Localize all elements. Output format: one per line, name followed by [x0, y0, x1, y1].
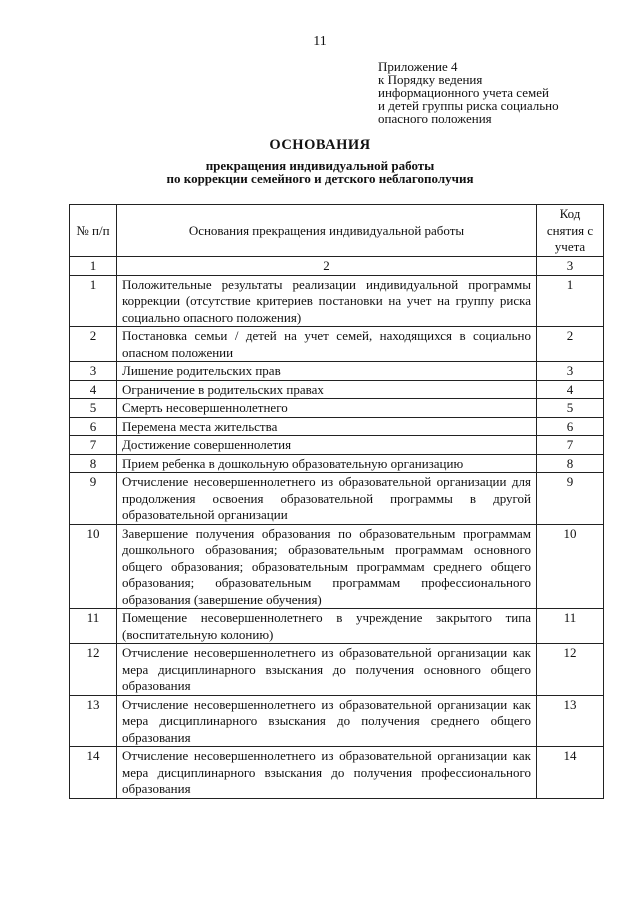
row-code: 13	[537, 695, 604, 747]
header-num: № п/п	[70, 205, 117, 257]
row-num: 14	[70, 747, 117, 799]
header-reason: Основания прекращения индивидуальной работы	[117, 205, 537, 257]
row-num: 5	[70, 399, 117, 418]
row-code: 9	[537, 473, 604, 525]
subtitle-line: по коррекции семейного и детского неблагополучия	[166, 171, 474, 186]
row-reason: Отчисление несовершеннолетнего из образовательной организации для продолжения освоения образовательной программы в другой образовательной организации	[117, 473, 537, 525]
appendix-line: опасного положения	[378, 111, 492, 126]
column-index-row	[70, 257, 604, 276]
table-row	[70, 399, 604, 418]
table-row	[70, 362, 604, 381]
row-code: 11	[537, 609, 604, 644]
row-num: 13	[70, 695, 117, 747]
appendix-line: информационного учета семей	[378, 85, 549, 100]
row-num: 10	[70, 524, 117, 609]
row-code: 10	[537, 524, 604, 609]
row-reason: Постановка семьи / детей на учет семей, находящихся в социально опасном положении	[117, 327, 537, 362]
row-reason: Помещение несовершеннолетнего в учреждение закрытого типа (воспитательную колонию)	[117, 609, 537, 644]
row-reason: Отчисление несовершеннолетнего из образовательной организации как мера дисциплинарного взыскания до получения профессионального образования	[117, 747, 537, 799]
row-code: 8	[537, 454, 604, 473]
table-header-row	[70, 205, 604, 257]
row-num: 7	[70, 436, 117, 455]
table-row	[70, 695, 604, 747]
row-num: 1	[70, 275, 117, 327]
row-reason: Смерть несовершеннолетнего	[117, 399, 537, 418]
row-code: 4	[537, 380, 604, 399]
table-row	[70, 275, 604, 327]
row-reason: Перемена места жительства	[117, 417, 537, 436]
row-num: 12	[70, 644, 117, 696]
row-reason: Отчисление несовершеннолетнего из образовательной организации как мера дисциплинарного взыскания до получения среднего общего образования	[117, 695, 537, 747]
table-row	[70, 644, 604, 696]
appendix-line: Приложение 4	[378, 59, 458, 74]
row-num: 6	[70, 417, 117, 436]
row-reason: Положительные результаты реализации индивидуальной программы коррекции (отсутствие критериев постановки на учет на группу риска социально опасного положения)	[117, 275, 537, 327]
row-num: 2	[70, 327, 117, 362]
row-code: 12	[537, 644, 604, 696]
row-num: 4	[70, 380, 117, 399]
table-row	[70, 417, 604, 436]
appendix-line: к Порядку ведения	[378, 72, 483, 87]
table-row	[70, 327, 604, 362]
row-code: 7	[537, 436, 604, 455]
reasons-table	[69, 204, 604, 799]
page-number: 11	[313, 34, 327, 49]
table-row	[70, 747, 604, 799]
row-code: 14	[537, 747, 604, 799]
header-code: Код снятия с учета	[537, 205, 604, 257]
row-num: 9	[70, 473, 117, 525]
document-subtitle	[0, 159, 640, 185]
row-code: 2	[537, 327, 604, 362]
row-code: 3	[537, 362, 604, 381]
row-reason: Достижение совершеннолетия	[117, 436, 537, 455]
row-code: 1	[537, 275, 604, 327]
column-index: 3	[537, 257, 604, 276]
appendix-line: и детей группы риска социально	[378, 98, 559, 113]
table-row	[70, 380, 604, 399]
row-reason: Прием ребенка в дошкольную образовательную организацию	[117, 454, 537, 473]
row-reason: Ограничение в родительских правах	[117, 380, 537, 399]
row-reason: Завершение получения образования по образовательным программам дошкольного образования; образовательным программам основного общего образования; образовательным программам среднего общего образования; образовательным программам профессионального образования (завершение обучения)	[117, 524, 537, 609]
row-num: 8	[70, 454, 117, 473]
row-code: 6	[537, 417, 604, 436]
document-title: ОСНОВАНИЯ	[269, 137, 371, 153]
table-row	[70, 436, 604, 455]
subtitle-line: прекращения индивидуальной работы	[205, 158, 435, 173]
row-code: 5	[537, 399, 604, 418]
table-row	[70, 524, 604, 609]
row-num: 11	[70, 609, 117, 644]
table-row	[70, 473, 604, 525]
column-index: 1	[70, 257, 117, 276]
column-index: 2	[117, 257, 537, 276]
row-reason: Лишение родительских прав	[117, 362, 537, 381]
table-row	[70, 454, 604, 473]
table-row	[70, 609, 604, 644]
appendix-note	[378, 60, 559, 125]
row-num: 3	[70, 362, 117, 381]
row-reason: Отчисление несовершеннолетнего из образовательной организации как мера дисциплинарного взыскания до получения основного общего образования	[117, 644, 537, 696]
